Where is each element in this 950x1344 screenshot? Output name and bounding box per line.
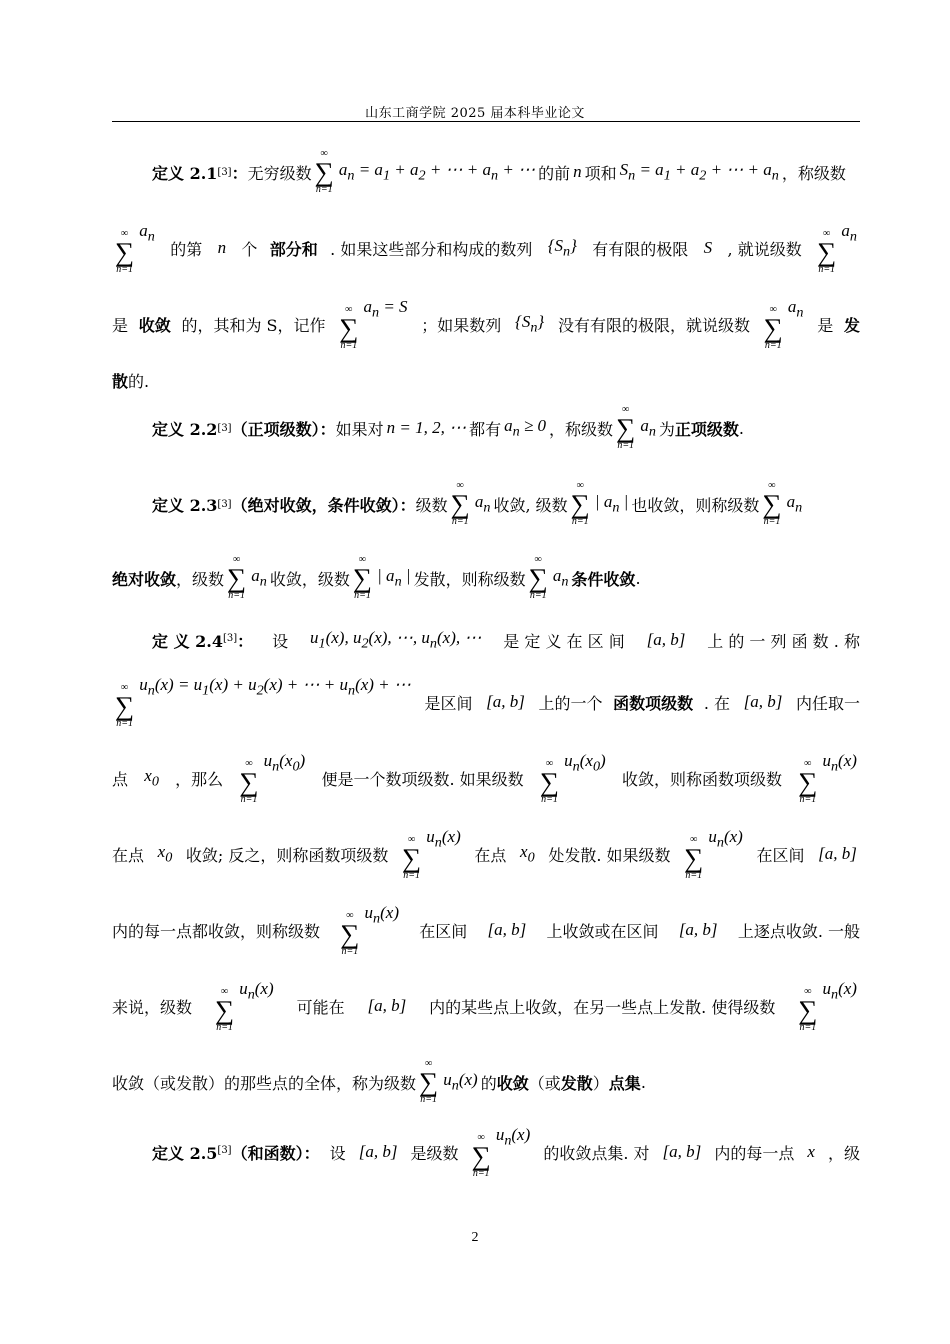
series-sum-symbol: ∞ ∑ n=1 <box>570 480 590 527</box>
series-sum-symbol: ∞ ∑ n=1 <box>817 228 837 275</box>
series-sum-symbol: ∞ ∑ n=1 <box>115 228 135 275</box>
text-run: 上 的 一 列 函 数 . 称 <box>707 631 860 651</box>
text-run: . 如果这些部分和构成的数列 <box>330 239 533 259</box>
definition-title: （正项级数）： <box>231 419 336 439</box>
math-expression: $a_n$ <box>841 221 857 245</box>
text-run: 内任取一 <box>795 693 860 713</box>
text-run: 为 <box>658 419 675 439</box>
text-run: 的收敛点集. 对 <box>543 1143 650 1163</box>
math-expression: [a, b] <box>367 996 407 1015</box>
def-2-4-line-2 <box>112 674 860 730</box>
text-run: , 就说级数 <box>727 239 802 259</box>
math-expression: [a, b] <box>743 692 783 711</box>
series-sum-symbol: ∞ ∑ n=1 <box>402 834 422 881</box>
math-expression: $u_n(x)$ <box>443 1069 478 1094</box>
def-2-1-line-2 <box>112 220 860 276</box>
math-group <box>814 221 860 275</box>
bold-term: 点集 <box>608 1073 641 1093</box>
text-run: 可能在 <box>296 997 345 1017</box>
text-run: 在区间 <box>419 921 468 941</box>
text-run: ，称级数 <box>781 163 846 183</box>
math-expression: n <box>217 238 227 257</box>
bold-term: 散 <box>112 371 129 391</box>
text-run: 是区间 <box>424 693 473 713</box>
citation-ref: [3] <box>217 1144 232 1156</box>
text-run: 的. <box>128 371 150 391</box>
text-run: ，级数 <box>176 569 225 589</box>
math-expression: [a, b] <box>486 692 525 711</box>
definition-label: 定义 2.3 <box>152 495 218 515</box>
math-expression: $a_n$ <box>251 565 267 590</box>
def-2-2-line <box>112 400 860 456</box>
text-run: ，那么 <box>175 769 224 789</box>
text-run: 是 <box>112 315 129 335</box>
text-run: 的前 <box>538 163 571 183</box>
math-expression: $u_n(x)$ <box>364 903 399 927</box>
math-expression: $a_n$ <box>552 565 569 590</box>
text-run: 收敛; 反之，则称函数项级数 <box>185 845 389 865</box>
math-expression: $a_n = S$ <box>363 297 408 321</box>
math-expression: $u_1(x)$, $u_2(x)$, ⋯, $u_n(x)$, ⋯ <box>310 627 482 652</box>
def-2-4-line-1 <box>112 612 860 668</box>
math-expression: $a_n = a_1 + a_2$ + ⋯ + $a_n$ + ⋯ <box>338 159 536 184</box>
math-expression: $S_n = a_1 + a_2$ + ⋯ + $a_n$ <box>619 159 779 184</box>
math-group <box>112 221 158 275</box>
bold-term: 部分和 <box>269 239 318 259</box>
math-expression: S <box>703 238 713 257</box>
math-group <box>399 827 464 881</box>
text-run: 上逐点收敛. 一般 <box>737 921 860 941</box>
math-expression: [a, b] <box>487 920 527 939</box>
text-run: 项和 <box>584 163 617 183</box>
citation-ref: [3] <box>217 498 232 510</box>
series-sum-symbol: ∞ ∑ n=1 <box>419 1058 439 1105</box>
math-expression: $u_n(x_0)$ <box>263 751 306 775</box>
text-run: 是级数 <box>410 1143 459 1163</box>
text-run: 在点 <box>112 845 145 865</box>
text-run: 的第 <box>170 239 203 259</box>
text-run: 便是一个数项级数. 如果级数 <box>321 769 524 789</box>
math-expression: $a_n$ <box>787 297 804 321</box>
text-run: 内的某些点上收敛，在另一些点上发散. 使得级数 <box>429 997 776 1017</box>
math-group <box>795 979 860 1033</box>
def-2-4-line-3 <box>112 750 860 806</box>
def-2-3-line-2 <box>112 550 860 606</box>
math-group <box>469 1125 534 1179</box>
definition-label: 定义 2.2 <box>152 419 218 439</box>
math-expression: [a, b] <box>678 920 718 939</box>
text-run: 有有限的极限 <box>592 239 689 259</box>
series-sum-symbol: ∞ ∑ n=1 <box>684 834 704 881</box>
math-expression: [a, b] <box>662 1142 702 1161</box>
math-expression: $\{S_n\}$ <box>547 235 577 260</box>
series-sum-symbol: ∞ ∑ n=1 <box>352 554 373 601</box>
text-run: 来说，级数 <box>112 997 193 1017</box>
text-run: ，称级数 <box>549 419 614 439</box>
text-run: 的，其和为 S，记作 <box>181 315 326 335</box>
text-run: ，级 <box>827 1143 860 1163</box>
text-run: 都有 <box>469 419 502 439</box>
definition-label: 定义 2.1 <box>152 163 218 183</box>
math-expression: $a_n$ <box>139 221 155 245</box>
math-expression: $u_n(x)$ <box>426 827 461 851</box>
text-run: ；如果数列 <box>421 315 502 335</box>
running-header: 山东工商学院 2025 届本科毕业论文 <box>365 106 585 121</box>
bold-term: 函数项级数 <box>613 693 694 713</box>
math-expression: [a, b] <box>646 630 686 649</box>
math-expression: $x_0$ <box>520 841 535 866</box>
text-run: . <box>640 1072 646 1092</box>
series-sum-symbol: ∞ ∑ n=1 <box>763 304 783 351</box>
series-sum-symbol: ∞ ∑ n=1 <box>528 554 548 601</box>
text-run: 内的每一点都收敛，则称级数 <box>112 921 321 941</box>
series-sum-symbol: ∞ ∑ n=1 <box>471 1132 491 1179</box>
math-group <box>236 751 308 805</box>
math-expression: $\{S_n\}$ <box>515 311 545 336</box>
definition-label: 定义 2.5 <box>152 1143 218 1163</box>
math-group <box>212 979 277 1033</box>
series-sum-symbol: ∞ ∑ n=1 <box>798 758 818 805</box>
text-run: . <box>738 418 745 438</box>
text-run: 的 <box>480 1073 497 1093</box>
text-run: 上的一个 <box>538 693 603 713</box>
definition-colon: ： <box>237 631 254 651</box>
text-run: 发散，则称级数 <box>413 569 526 589</box>
series-sum-symbol: ∞ ∑ n=1 <box>798 986 818 1033</box>
math-expression: [a, b] <box>818 844 857 863</box>
def-2-5-line <box>112 1124 860 1180</box>
def-2-1-line-1 <box>112 144 860 200</box>
text-run: 在区间 <box>756 845 805 865</box>
math-group <box>761 297 807 351</box>
text-run: 个 <box>241 239 258 259</box>
math-expression: x <box>807 1142 815 1161</box>
text-run: 收敛（或发散）的那些点的全体，称为级数 <box>112 1073 417 1093</box>
def-2-1-line-3 <box>112 296 860 352</box>
def-2-4-line-4 <box>112 826 860 882</box>
math-expression: $u_n(x)$ <box>822 751 857 775</box>
math-group <box>112 675 414 729</box>
text-run: . <box>635 568 641 588</box>
definition-title: （和函数）： <box>231 1143 320 1163</box>
math-group <box>336 297 410 351</box>
text-run: 上收敛或在区间 <box>546 921 659 941</box>
text-run: 是 定 义 在 区 间 <box>503 631 625 651</box>
citation-ref: [3] <box>217 422 232 434</box>
bold-term: 正项级数 <box>674 419 739 439</box>
text-run: 没有有限的极限，就说级数 <box>557 315 750 335</box>
text-run: 设 <box>329 1143 346 1163</box>
math-expression: $u_n(x)$ <box>239 979 274 1003</box>
definition-colon: ： <box>231 163 248 183</box>
text-run: 收敛, 级数 <box>493 495 568 515</box>
citation-ref: [3] <box>222 632 238 644</box>
math-expression: $u_n(x)$ <box>708 827 743 851</box>
series-sum-symbol: ∞ ∑ n=1 <box>227 554 247 601</box>
series-sum-symbol: ∞ ∑ n=1 <box>115 682 135 729</box>
series-sum-symbol: ∞ ∑ n=1 <box>539 758 560 805</box>
math-expression: $x_0$ <box>157 841 173 866</box>
math-expression: $u_n(x)$ <box>822 979 857 1003</box>
page-number: 2 <box>471 1230 479 1245</box>
math-expression: $u_n(x)$ <box>495 1125 531 1149</box>
def-2-4-line-6 <box>112 978 860 1034</box>
math-expression: $u_n(x) = u_1(x) + u_2(x)$ + ⋯ + $u_n(x)$ + ⋯ <box>139 675 411 699</box>
math-expression: [a, b] <box>358 1142 398 1161</box>
bold-term: 发 <box>843 315 860 335</box>
text-run: 处发散. 如果级数 <box>548 845 671 865</box>
math-expression: $a_n$ <box>640 415 656 440</box>
text-run: . 在 <box>703 693 730 713</box>
text-run: 如果对 <box>335 419 384 439</box>
math-group <box>537 751 609 805</box>
math-expression: | $a_n$ | <box>594 491 629 516</box>
series-sum-symbol: ∞ ∑ n=1 <box>616 404 636 451</box>
math-expression: n <box>573 162 582 181</box>
series-sum-symbol: ∞ ∑ n=1 <box>339 304 359 351</box>
math-expression: $u_n(x_0)$ <box>564 751 606 775</box>
math-expression: | $a_n$ | <box>377 565 411 590</box>
def-2-4-line-5 <box>112 902 860 958</box>
def-2-4-line-7 <box>112 1054 860 1110</box>
series-sum-symbol: ∞ ∑ n=1 <box>762 480 782 527</box>
bold-term: 绝对收敛 <box>112 569 177 589</box>
series-sum-symbol: ∞ ∑ n=1 <box>214 986 235 1033</box>
definition-heading <box>152 629 253 652</box>
citation-ref: [3] <box>217 166 232 178</box>
math-group <box>681 827 746 881</box>
text-run: 无穷级数 <box>247 163 312 183</box>
text-run: 级数 <box>415 495 448 515</box>
math-group <box>795 751 860 805</box>
text-run: 设 <box>272 631 289 651</box>
header-rule <box>112 121 860 122</box>
bold-term: 条件收敛 <box>571 569 636 589</box>
math-expression: $a_n$ <box>474 491 491 516</box>
text-run: 点 <box>112 769 129 789</box>
text-run: 内的每一点 <box>714 1143 795 1163</box>
series-sum-symbol: ∞ ∑ n=1 <box>239 758 259 805</box>
math-expression: $a_n$ <box>786 491 803 516</box>
def-2-3-line-1 <box>112 476 860 532</box>
bold-term: 收敛 <box>138 315 171 335</box>
text-run: 也收敛，则称级数 <box>631 495 760 515</box>
definition-heading <box>152 1141 320 1164</box>
series-sum-symbol: ∞ ∑ n=1 <box>340 910 360 957</box>
bold-term: 发散 <box>560 1073 593 1093</box>
math-expression: n = 1, 2, ⋯ <box>386 418 467 437</box>
text-run: （或 <box>528 1073 561 1093</box>
math-expression: $a_n \ge 0$ <box>504 415 547 440</box>
definition-label: 定 义 2.4 <box>152 631 223 651</box>
bold-term: 收敛 <box>496 1073 529 1093</box>
text-run: 收敛，则称函数项级数 <box>621 769 782 789</box>
series-sum-symbol: ∞ ∑ n=1 <box>314 148 334 195</box>
definition-title: （绝对收敛，条件收敛）： <box>231 495 416 515</box>
text-run: 收敛，级数 <box>269 569 350 589</box>
text-run: 是 <box>817 315 834 335</box>
text-run: ） <box>592 1073 609 1093</box>
math-group <box>337 903 402 957</box>
series-sum-symbol: ∞ ∑ n=1 <box>450 480 470 527</box>
math-expression: $x_0$ <box>144 765 159 790</box>
text-run: 在点 <box>474 845 507 865</box>
